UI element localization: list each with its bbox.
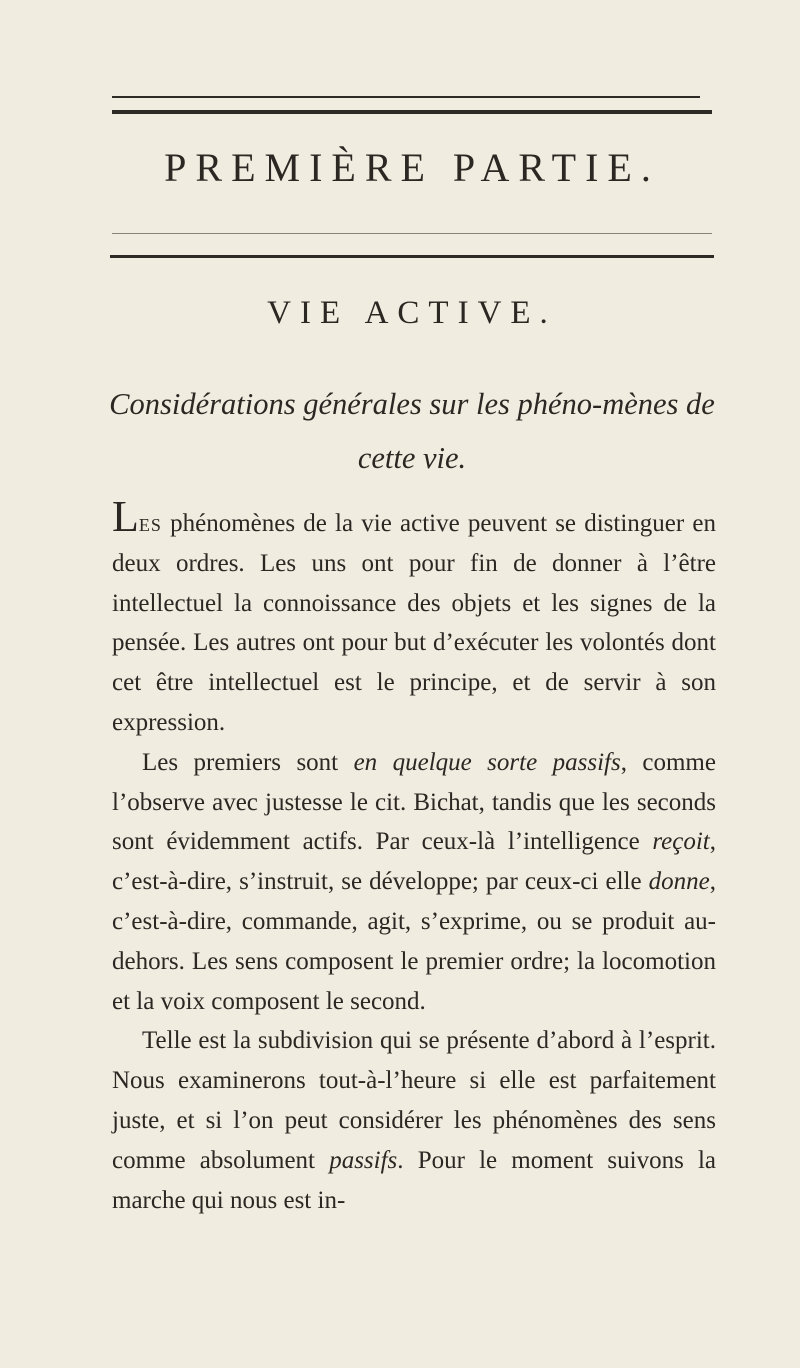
section-separator-rule <box>110 255 714 258</box>
text-run: Les premiers sont <box>142 748 354 776</box>
italic-run: reçoit <box>652 828 710 856</box>
part-title: PREMIÈRE PARTIE. <box>164 145 660 190</box>
top-rule-thick <box>112 110 712 114</box>
paragraph-3 <box>112 1021 716 1220</box>
text-run: . Pour le moment suivons la marche qui nous est in- <box>112 1146 717 1214</box>
drop-cap: L <box>112 492 139 541</box>
chapter-subtitle: Considérations générales sur les phéno-mènes de cette vie. <box>109 387 715 475</box>
italic-run: en quelque sorte passifs <box>353 748 621 776</box>
top-rule-thin <box>112 96 700 98</box>
italic-run: donne <box>648 868 710 896</box>
small-caps-word: es <box>138 510 162 537</box>
text-run: Telle est la subdivision qui se présente d’abord à l’esprit. Nous examinerons tout-à-l’heure si elle est parfaitement juste, et si l’on peut considérer les phénomènes des sens comme absolument <box>112 1027 716 1174</box>
text-run: , comme l’observe avec justesse le cit. Bichat, tandis que les seconds sont évidemment actifs. Par ceux-là l’intelligence <box>112 748 716 856</box>
body-text <box>112 492 717 1220</box>
paragraph-1 <box>112 492 716 743</box>
text-run: , c’est-à-dire, commande, agit, s’exprime, ou se produit au-dehors. Les sens composent le premier ordre; la locomotion et la voix composent le second. <box>112 868 716 1015</box>
section-title: VIE ACTIVE. <box>267 295 557 331</box>
paragraph-1-text: phénomènes de la vie active peuvent se distinguer en deux ordres. Les uns ont pour fin de donner à l’être intellectuel la connoissance des objets et les signes de la pensée. Les autres ont pour but d’exécuter les volontés dont cet être intellectuel est le principe, et de servir à son expression. <box>112 510 716 736</box>
italic-run: passifs <box>329 1146 398 1174</box>
text-run: , c’est-à-dire, s’instruit, se développe; par ceux-ci elle <box>112 828 716 896</box>
title-underline <box>112 233 712 234</box>
paragraph-2 <box>112 743 716 1022</box>
